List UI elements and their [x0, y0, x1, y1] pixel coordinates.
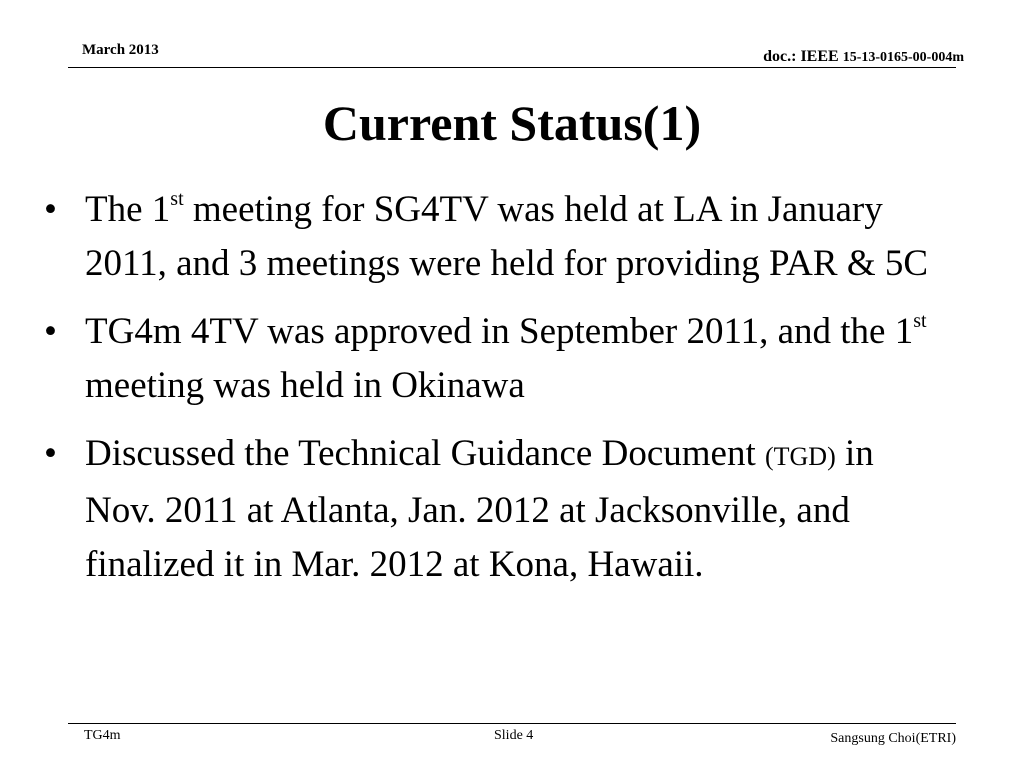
bullet-item-1 [40, 183, 940, 291]
slide-title: Current Status(1) [322, 95, 702, 151]
bullet-1-sup: st [170, 188, 184, 210]
bullet-marker: • [44, 433, 57, 474]
doc-prefix: doc.: IEEE [763, 48, 843, 65]
bullet-3-tgd: (TGD) [764, 442, 836, 471]
header-divider [68, 67, 956, 68]
bullet-2-text-a: TG4m 4TV was approved in September 2011, and the 1 [85, 311, 914, 352]
bullet-marker: • [44, 311, 57, 352]
footer-divider [68, 723, 956, 724]
bullet-2-text-b: meeting was held in Okinawa [85, 365, 525, 406]
bullet-list [40, 183, 940, 606]
header-date: March 2013 [82, 42, 159, 58]
bullet-3-text-a: Discussed the Technical Guidance Document [85, 433, 765, 474]
doc-number: 15-13-0165-00-004m [842, 50, 964, 65]
footer-author: Sangsung Choi(ETRI) [830, 731, 956, 746]
bullet-2-sup: st [913, 310, 927, 332]
bullet-1-text-b: meeting for SG4TV was held at LA in January 2011, and 3 meetings were held for providing PAR & 5C [85, 189, 929, 284]
slide-number: Slide 4 [494, 728, 534, 743]
bullet-item-2 [40, 305, 940, 413]
bullet-item-3 [40, 427, 940, 592]
footer-group: TG4m [84, 728, 121, 743]
bullet-1-text-a: The 1 [85, 189, 171, 230]
bullet-marker: • [44, 189, 57, 230]
header-doc-id [763, 48, 964, 66]
bullet-3-text-b: in Nov. 2011 at Atlanta, Jan. 2012 at Jacksonville, and finalized it in Mar. 2012 at Kona, Hawaii. [85, 433, 874, 585]
